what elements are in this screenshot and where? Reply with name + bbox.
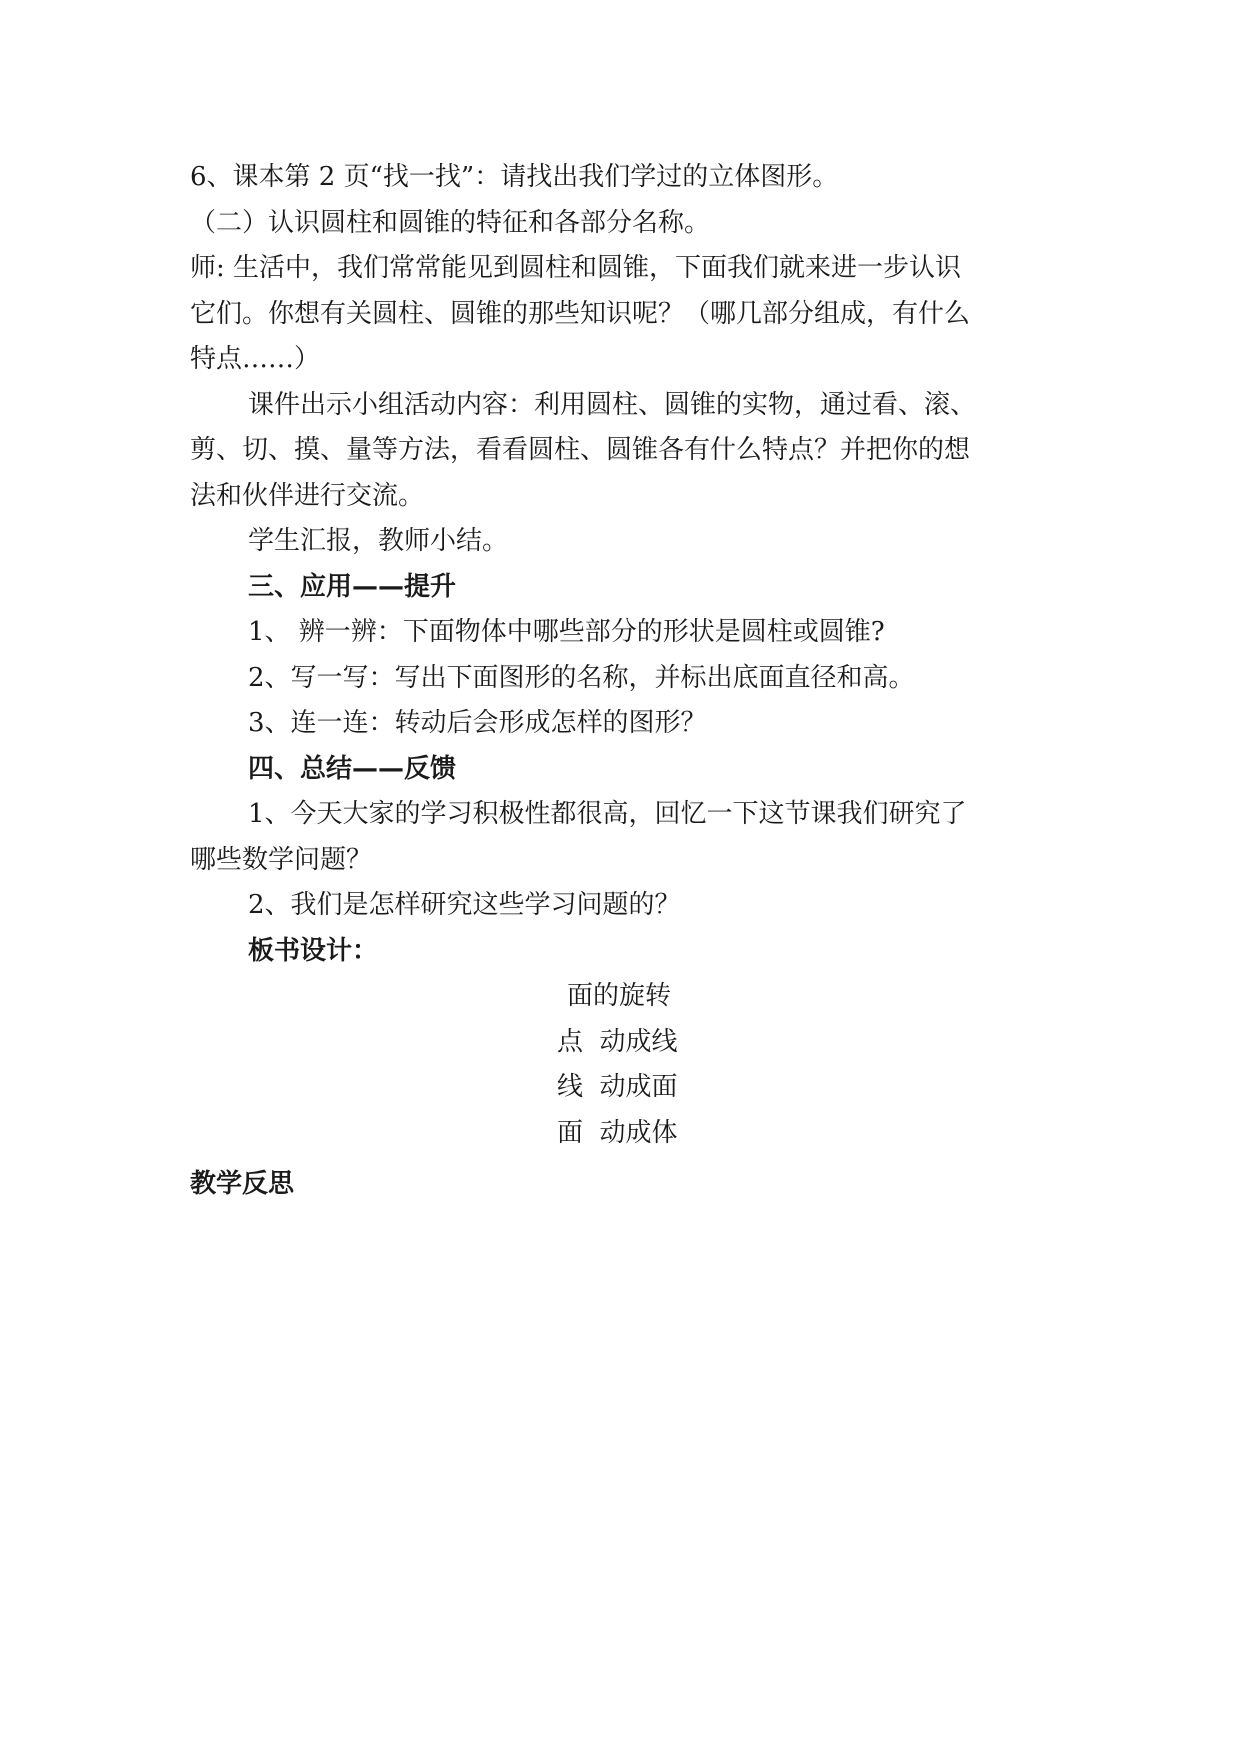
- document-body: [190, 155, 1060, 1208]
- list-item: 3、连一连：转动后会形成怎样的图形？: [248, 708, 707, 738]
- list-item: 1、 辨一辨：下面物体中哪些部分的形状是圆柱或圆锥?: [248, 617, 885, 647]
- paragraph-line: 课件出示小组活动内容：利用圆柱、圆锥的实物，通过看、滚、: [248, 389, 977, 420]
- list-item: 1、今天大家的学习积极性都很高，回忆一下这节课我们研究了: [248, 799, 967, 829]
- paragraph-line: 它们。你想有关圆柱、圆锥的那些知识呢？（哪几部分组成，有什么: [190, 298, 971, 329]
- paragraph-line: 6、课本第 2 页“找一找”：请找出我们学过的立体图形。: [190, 162, 839, 192]
- list-item: 2、写一写：写出下面图形的名称，并标出底面直径和高。: [248, 662, 915, 693]
- board-row: 线 动成面: [557, 1072, 678, 1102]
- section-heading: 四、总结——反馈: [248, 753, 457, 784]
- list-item: 2、我们是怎样研究这些学习问题的？: [248, 890, 681, 920]
- board-row: 面 动成体: [557, 1117, 678, 1148]
- paragraph-line: 特点……）: [190, 344, 321, 374]
- blackboard-design: [557, 974, 1060, 1156]
- board-title: 面的旋转: [567, 981, 672, 1011]
- section-heading: 板书设计：: [248, 935, 379, 966]
- reflection-heading: 教学反思: [190, 1169, 295, 1199]
- board-row: 点 动成线: [557, 1026, 678, 1057]
- paragraph-line: 师: 生活中，我们常常能见到圆柱和圆锥，下面我们就来进一步认识: [190, 253, 962, 283]
- paragraph-line: 剪、切、摸、量等方法，看看圆柱、圆锥各有什么特点？并把你的想: [190, 435, 971, 465]
- paragraph-line: 法和伙伴进行交流。: [190, 480, 425, 511]
- paragraph-line: 学生汇报，教师小结。: [248, 526, 509, 556]
- section-heading: （二）认识圆柱和圆锥的特征和各部分名称。: [190, 207, 711, 238]
- section-heading: 三、应用——提升: [248, 571, 457, 602]
- paragraph-line: 哪些数学问题？: [190, 844, 373, 875]
